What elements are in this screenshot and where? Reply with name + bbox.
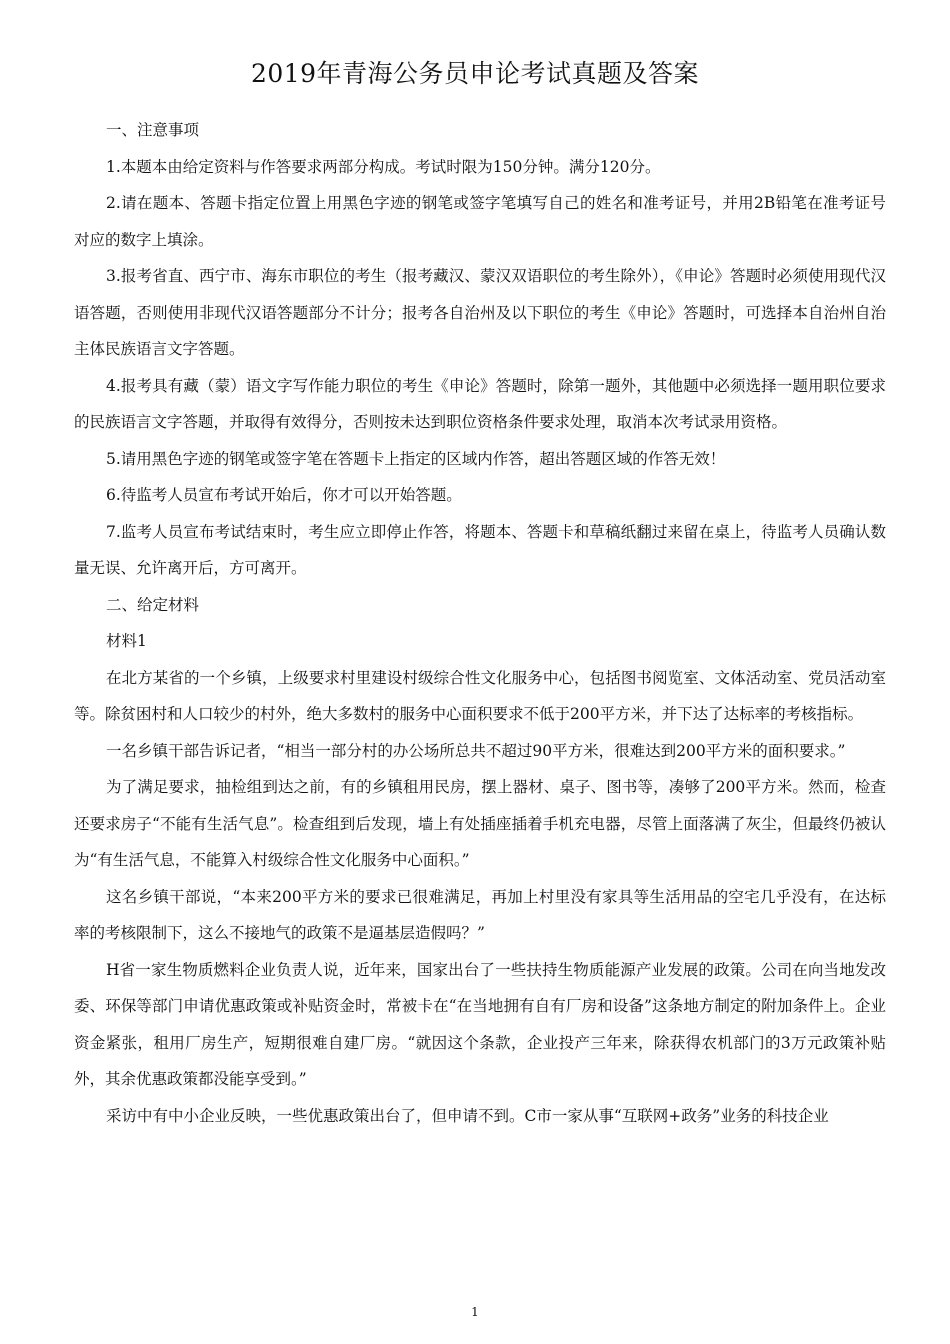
material-paragraph: 这名乡镇干部说，“本来200平方米的要求已很难满足，再加上村里没有家具等生活用品的空宅几乎没有，在达标率的考核限制下，这么不接地气的政策不是逼基层造假吗？”	[74, 887, 886, 942]
material-paragraph: 一名乡镇干部告诉记者，“相当一部分村的办公场所总共不超过90平方米，很难达到200平方米的面积要求。”	[106, 741, 846, 760]
page-number: 1	[471, 1305, 479, 1319]
section-heading-materials: 二、给定材料	[106, 595, 200, 614]
note-item: 7.监考人员宣布考试结束时，考生应立即停止作答，将题本、答题卡和草稿纸翻过来留在桌上，待监考人员确认数量无误、允许离开后，方可离开。	[74, 522, 886, 577]
note-item: 5.请用黑色字迹的钢笔或签字笔在答题卡上指定的区域内作答，超出答题区域的作答无效！	[106, 449, 726, 468]
section-heading-notes: 一、注意事项	[106, 121, 200, 139]
note-item: 3.报考省直、西宁市、海东市职位的考生（报考藏汉、蒙汉双语职位的考生除外），《申论》答题时必须使用现代汉语答题，否则使用非现代汉语答题部分不计分；报考各自治州及以下职位的考生《申论》答题时，可选择本自治州自治主体民族语言文字答题。	[74, 267, 886, 358]
note-item: 4.报考具有藏（蒙）语文字写作能力职位的考生《申论》答题时，除第一题外，其他题中必须选择一题用职位要求的民族语言文字答题，并取得有效得分，否则按未达到职位资格条件要求处理，取消本次考试录用资格。	[74, 376, 886, 431]
material-paragraph: 为了满足要求，抽检组到达之前，有的乡镇租用民房，摆上器材、桌子、图书等，凑够了200平方米。然而，检查还要求房子“不能有生活气息”。检查组到后发现，墙上有处插座插着手机充电器，尽管上面落满了灰尘，但最终仍被认为“有生活气息，不能算入村级综合性文化服务中心面积。”	[74, 778, 886, 869]
note-item: 1.本题本由给定资料与作答要求两部分构成。考试时限为150分钟。满分120分。	[106, 157, 661, 176]
material-paragraph: H省一家生物质燃料企业负责人说，近年来，国家出台了一些扶持生物质能源产业发展的政策。公司在向当地发改委、环保等部门申请优惠政策或补贴资金时，常被卡在“在当地拥有自有厂房和设备”这条地方制定的附加条件上。企业资金紧张，租用厂房生产，短期很难自建厂房。“就因这个条款，企业投产三年来，除获得农机部门的3万元政策补贴外，其余优惠政策都没能享受到。”	[74, 960, 886, 1088]
material-paragraph: 采访中有中小企业反映，一些优惠政策出台了，但申请不到。C市一家从事“互联网+政务”业务的科技企业	[106, 1106, 829, 1125]
page-title: 2019年青海公务员申论考试真题及答案	[250, 59, 700, 88]
note-item: 2.请在题本、答题卡指定位置上用黑色字迹的钢笔或签字笔填写自己的姓名和准考证号，并用2B铅笔在准考证号对应的数字上填涂。	[74, 194, 886, 249]
document-body	[74, 112, 886, 1134]
note-item: 6.待监考人员宣布考试开始后，你才可以开始答题。	[106, 486, 462, 504]
material-paragraph: 在北方某省的一个乡镇，上级要求村里建设村级综合性文化服务中心，包括图书阅览室、文体活动室、党员活动室等。除贫困村和人口较少的村外，绝大多数村的服务中心面积要求不低于200平方米，并下达了达标率的考核指标。	[74, 668, 886, 723]
material-heading: 材料1	[106, 632, 147, 650]
